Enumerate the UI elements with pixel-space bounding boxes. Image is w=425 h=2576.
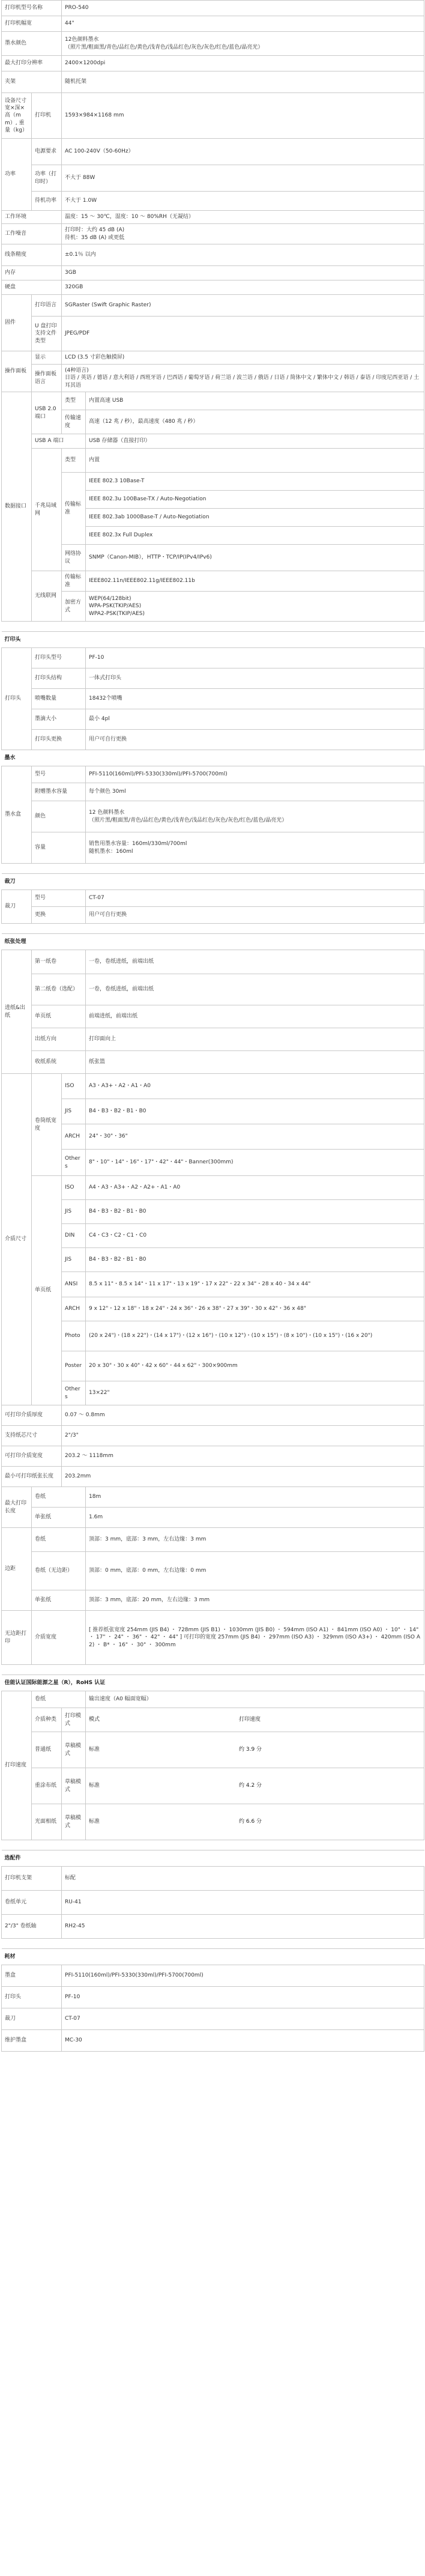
spec-label: 草稿模式: [62, 1732, 86, 1768]
spec-value: CT-07: [62, 2008, 424, 2030]
spec-value: 一体式打印头: [86, 668, 424, 689]
spec-label: 卷筒纸宽度: [32, 1074, 62, 1176]
spec-value: 打印面向上: [86, 1028, 424, 1051]
spec-label: 工作环境: [2, 211, 62, 224]
spec-label: 打印速度: [2, 1691, 32, 1840]
spec-value: 销售用墨水容量：160ml/330ml/700ml 随机墨水：160ml: [86, 832, 424, 864]
spec-label: 维护墨盒: [2, 2030, 62, 2052]
spec-label: 型号: [32, 766, 86, 783]
spec-table: [1, 0, 424, 2052]
spec-row: [2, 1915, 424, 1939]
spec-value: PFI-5110(160ml)/PFI-5330(330ml)/PFI-5700(700ml): [62, 1965, 424, 1987]
spec-label: 容量: [32, 832, 86, 864]
spec-label: 2"/3" 卷纸轴: [2, 1915, 62, 1939]
spec-row: [2, 280, 424, 295]
spec-label: 打印模式: [62, 1708, 86, 1732]
spec-value: 1.6m: [86, 1508, 424, 1528]
spec-label: 光面相纸: [32, 1804, 62, 1840]
spec-value: 9 x 12"・12 x 18"・18 x 24"・24 x 36"・26 x 38"・27 x 39"・30 x 42"・36 x 48": [86, 1297, 424, 1321]
spec-value: ±0.1％ 以内: [62, 244, 424, 266]
spec-row: [2, 1224, 424, 1248]
spec-value: B4・B3・B2・B1・B0: [86, 1099, 424, 1124]
spec-label: 打印机支架: [2, 1867, 62, 1891]
spec-row: [2, 1248, 424, 1272]
spec-label: 出纸方向: [32, 1028, 86, 1051]
spec-row: [2, 592, 424, 622]
spec-label: Photo: [62, 1321, 86, 1351]
spec-value: SNMP（Canon-MIB），HTTP・TCP/IP(IPv4/IPv6): [86, 545, 424, 571]
spec-label: 最大打印分辨率: [2, 56, 62, 71]
spec-value: 高速（12 兆 / 秒），最高速度（480 兆 / 秒）: [86, 410, 424, 434]
spec-label: 可打印介质宽度: [2, 1446, 62, 1467]
spec-label: 可打印介质厚度: [2, 1405, 62, 1426]
spec-value: 前端进纸，前端出纸: [86, 1005, 424, 1028]
spec-row: [2, 1051, 424, 1074]
spec-row: [2, 864, 424, 874]
spec-value: 温度：15 ～ 30℃，湿度：10 ～ 80%RH（无凝结）: [62, 211, 424, 224]
spec-row: [2, 1099, 424, 1124]
section-title: 纸张处理: [2, 934, 424, 950]
spec-row: [2, 317, 424, 351]
spec-row: [2, 1611, 424, 1665]
section-title: 耗材: [2, 1949, 424, 1965]
spec-row: [2, 1124, 424, 1150]
spec-label: 卷纸（无边距）: [32, 1552, 86, 1590]
spec-label: 介质宽度: [32, 1611, 86, 1665]
spec-value: JPEG/PDF: [62, 317, 424, 351]
spec-value: USB 存储器（直接打印）: [86, 434, 424, 449]
spec-label: 打印头结构: [32, 668, 86, 689]
spec-value: 用户可自行更换: [86, 907, 424, 924]
spec-label: 类型: [62, 449, 86, 473]
spec-value: 纸张篮: [86, 1051, 424, 1074]
spec-label: ISO: [62, 1176, 86, 1200]
spec-value: 24"・30"・36": [86, 1124, 424, 1150]
spec-label: 操作面板语言: [32, 365, 62, 392]
spec-row: [2, 648, 424, 668]
spec-label: 型号: [32, 890, 86, 907]
spec-label: ARCH: [62, 1297, 86, 1321]
spec-value: 每个颜色 30ml: [86, 783, 424, 801]
spec-value: PFI-5110(160ml)/PFI-5330(330ml)/PFI-5700(700ml): [86, 766, 424, 783]
spec-row: [2, 1200, 424, 1224]
spec-sheet: [1, 0, 424, 2052]
spec-label: 进纸&出纸: [2, 950, 32, 1074]
spec-row: [2, 1, 424, 16]
spec-row: [2, 1552, 424, 1590]
spec-row: [2, 139, 424, 165]
spec-label: U 盘打印支持文件类型: [32, 317, 62, 351]
spec-label: 无边距打印: [2, 1611, 32, 1665]
spec-row: [2, 1732, 424, 1768]
spec-label: 第一纸卷: [32, 950, 86, 974]
spec-row: [2, 1351, 424, 1381]
spec-row: [2, 1426, 424, 1446]
spec-label: 打印头: [2, 1987, 62, 2008]
spec-label: 传输标准: [62, 473, 86, 545]
spec-row: [2, 1150, 424, 1176]
spec-label: 墨水颜色: [2, 32, 62, 56]
spec-value: 最小 4pl: [86, 709, 424, 730]
spec-row: [2, 1028, 424, 1051]
spec-row: [2, 93, 424, 139]
spec-label: 草稿模式: [62, 1804, 86, 1840]
spec-row: [2, 392, 424, 410]
spec-value: 不大于 1.0W: [62, 192, 424, 211]
spec-value: 标配: [62, 1867, 424, 1891]
spec-row: [2, 244, 424, 266]
spec-label: 待机功率: [32, 192, 62, 211]
spec-value: 3GB: [62, 266, 424, 280]
spec-row: [2, 622, 424, 632]
spec-value: 20 x 30"・30 x 40"・42 x 60"・44 x 62"・300×900mm: [86, 1351, 424, 1381]
spec-value: 8.5 x 11"・8.5 x 14"・11 x 17"・13 x 19"・17 x 22"・22 x 34"・28 x 40・34 x 44": [86, 1272, 424, 1297]
spec-label: 加密方式: [62, 592, 86, 622]
spec-label: 类型: [62, 392, 86, 410]
section-title: 佳能认证国际能源之星（R），RoHS 认证: [2, 1675, 424, 1691]
spec-row: [2, 351, 424, 365]
spec-row: [2, 1939, 424, 1949]
spec-label: 墨水盒: [2, 766, 32, 864]
spec-value: A4・A3・A3+・A2・A2+・A1・A0: [86, 1176, 424, 1200]
spec-row: [2, 295, 424, 317]
spec-label: 卷纸: [32, 1487, 86, 1508]
spec-value: 12色颜料墨水 （照片黑/粗面黑/青色/品红色/黄色/浅青色/浅品红色/灰色/灰色/红色/蓝色/晶亮光）: [62, 32, 424, 56]
spec-row: [2, 668, 424, 689]
spec-value: 0.07 ～ 0.8mm: [62, 1405, 424, 1426]
speed-value: 标准 约 3.9 分: [86, 1732, 424, 1768]
spec-label: Poster: [62, 1351, 86, 1381]
spec-value: B4・B3・B2・B1・B0: [86, 1200, 424, 1224]
spec-row: [2, 1949, 424, 1965]
spec-value: 顶部：3 mm，底部：20 mm，左右边缘：3 mm: [86, 1590, 424, 1611]
spec-row: [2, 32, 424, 56]
spec-label: ANSI: [62, 1272, 86, 1297]
spec-row: [2, 434, 424, 449]
spec-label: 最小可打印纸张长度: [2, 1467, 62, 1487]
spec-row: [2, 1675, 424, 1691]
spec-row: [2, 1891, 424, 1915]
spec-label: 打印机型号名称: [2, 1, 62, 16]
spec-row: [2, 1321, 424, 1351]
spec-label: 硬盘: [2, 280, 62, 295]
spec-value: IEEE 802.3ab 1000Base-T / Auto-Negotiation: [86, 509, 424, 527]
spec-row: [2, 890, 424, 907]
spec-row: [2, 2030, 424, 2052]
spec-value: PF-10: [62, 1987, 424, 2008]
spec-label: 最大打印长度: [2, 1487, 32, 1528]
spec-row: [2, 1381, 424, 1405]
spec-row: [2, 545, 424, 571]
spec-row: [2, 1768, 424, 1804]
spec-value: WEP(64/128bit) WPA-PSK(TKIP/AES) WPA2-PSK(TKIP/AES): [86, 592, 424, 622]
spec-value: 一卷，卷纸进纸，前端出纸: [86, 950, 424, 974]
spec-label: ARCH: [62, 1124, 86, 1150]
spec-label: JIS: [62, 1099, 86, 1124]
spec-value: 8"・10"・14"・16"・17"・42"・44"・Banner(300mm): [86, 1150, 424, 1176]
spec-label: 打印语言: [32, 295, 62, 317]
spec-value: RH2-45: [62, 1915, 424, 1939]
spec-label: ISO: [62, 1074, 86, 1099]
spec-row: [2, 783, 424, 801]
spec-value: LCD (3.5 寸彩色触摸屏): [62, 351, 424, 365]
spec-value: 用户可自行更换: [86, 730, 424, 750]
spec-row: [2, 1965, 424, 1987]
spec-label: DIN: [62, 1224, 86, 1248]
spec-value: 顶部：0 mm，底部：0 mm，左右边缘：0 mm: [86, 1552, 424, 1590]
spec-label: 收纸系统: [32, 1051, 86, 1074]
spec-label: 打印机: [32, 93, 62, 139]
spec-row: [2, 1508, 424, 1528]
spec-value: 输出速度（A0 幅面宽幅）: [86, 1691, 424, 1708]
spec-row: [2, 1987, 424, 2008]
spec-row: [2, 1850, 424, 1867]
spec-label: 介质种类: [32, 1708, 62, 1732]
spec-row: [2, 907, 424, 924]
spec-label: 卷纸: [32, 1528, 86, 1552]
spec-label: 打印头型号: [32, 648, 86, 668]
spec-label: 边距: [2, 1528, 32, 1611]
spec-row: [2, 2008, 424, 2030]
spec-label: 普通纸: [32, 1732, 62, 1768]
spec-label: 单页纸: [32, 1005, 86, 1028]
spacer: [2, 864, 424, 874]
spec-label: 固件: [2, 295, 32, 351]
spec-row: [2, 165, 424, 192]
spec-label: 裁刀: [2, 890, 32, 924]
spec-value: PF-10: [86, 648, 424, 668]
spec-row: [2, 730, 424, 750]
spec-value: (20 x 24")・(18 x 22")・(14 x 17")・(12 x 16")・(10 x 12")・(10 x 15")・(8 x 10")・(10 x 15")・(16 x 20"): [86, 1321, 424, 1351]
spec-row: [2, 449, 424, 473]
spec-label: 卷纸: [32, 1691, 86, 1708]
spec-row: [2, 1176, 424, 1200]
spec-row: [2, 1467, 424, 1487]
spacer: [2, 622, 424, 632]
spec-row: [2, 71, 424, 93]
spec-label: 网络协议: [62, 545, 86, 571]
spec-value: 2400×1200dpi: [62, 56, 424, 71]
spec-value: 320GB: [62, 280, 424, 295]
spec-label: JIS: [62, 1248, 86, 1272]
spec-row: [2, 950, 424, 974]
spec-label: 电源要求: [32, 139, 62, 165]
spec-row: [2, 1691, 424, 1708]
spec-value: 18432个喷嘴: [86, 689, 424, 709]
speed-value: 标准 约 6.6 分: [86, 1804, 424, 1840]
spec-row: [2, 1867, 424, 1891]
spec-label: 功率: [2, 139, 32, 211]
spacer: [2, 1939, 424, 1949]
spec-value: [ 推荐纸张宽度 254mm (JIS B4) ・ 728mm (JIS B1) ・ 1030mm (JIS B0) ・ 594mm (ISO A1) ・ 841mm (ISO A0) ・ 10" ・ 14" ・ 17" ・ 24" ・ 36" ・ 42" ・ 44" ] 可打印的宽度 257mm (JIS B4) ・ 297mm (ISO A3) ・ 329mm (ISO A3+) ・ 420mm (ISO A2) ・ B* ・ 16" ・ 30" ・ 300mm: [86, 1611, 424, 1665]
spec-value: MC-30: [62, 2030, 424, 2052]
spec-row: [2, 1005, 424, 1028]
spec-label: 设备尺寸 宽×深×高（mm）, 重量（kg）: [2, 93, 32, 139]
spec-row: [2, 16, 424, 32]
spec-value: (4种语言) 日语 / 英语 / 德语 / 意大利语 / 西班牙语 / 巴西语 / 葡萄牙语 / 荷兰语 / 波兰语 / 俄语 / 日语 / 简体中文 / 繁体中文 / 韩语 / 泰语 / 印度尼西亚语 / 土耳其语: [62, 365, 424, 392]
spec-row: [2, 934, 424, 950]
spec-row: [2, 1074, 424, 1099]
spacer: [2, 924, 424, 934]
spec-label: 打印头更换: [32, 730, 86, 750]
spec-value: 203.2 ～ 1118mm: [62, 1446, 424, 1467]
spec-value: IEEE802.11n/IEEE802.11g/IEEE802.11b: [86, 571, 424, 592]
section-title: 墨水: [2, 750, 424, 766]
spec-row: [2, 192, 424, 211]
spec-value: 打印时：大约 45 dB (A) 待机：35 dB (A) 或更低: [62, 224, 424, 244]
spec-label: 打印机幅宽: [2, 16, 62, 32]
section-title: 选配件: [2, 1850, 424, 1867]
spec-row: [2, 1804, 424, 1840]
spec-label: 功率（打印时）: [32, 165, 62, 192]
spec-value: CT-07: [86, 890, 424, 907]
spec-row: [2, 1297, 424, 1321]
spec-label: 裁刀: [2, 2008, 62, 2030]
spec-value: 203.2mm: [62, 1467, 424, 1487]
spec-row: [2, 874, 424, 890]
spec-label: 打印头: [2, 648, 32, 750]
spec-label: 工作噪音: [2, 224, 62, 244]
section-title: 裁刀: [2, 874, 424, 890]
spec-row: [2, 56, 424, 71]
spec-value: C4・C3・C2・C1・C0: [86, 1224, 424, 1248]
spacer: [2, 1665, 424, 1675]
spec-row: [2, 473, 424, 491]
spec-row: [2, 1272, 424, 1297]
spec-value: 44": [62, 16, 424, 32]
spec-value: 内置: [86, 449, 424, 473]
spec-value: RU-41: [62, 1891, 424, 1915]
spec-row: [2, 1446, 424, 1467]
spec-row: [2, 224, 424, 244]
spec-value: 2"/3": [62, 1426, 424, 1446]
spec-label: 介质尺寸: [2, 1074, 32, 1405]
spec-label: 传输标准: [62, 571, 86, 592]
spec-label: 颜色: [32, 801, 86, 832]
spec-row: [2, 801, 424, 832]
spec-label: 墨盒: [2, 1965, 62, 1987]
spec-label: 卷纸单元: [2, 1891, 62, 1915]
spec-label: 墨滴大小: [32, 709, 86, 730]
spec-label: 单张纸: [32, 1590, 86, 1611]
spec-value: IEEE 802.3u 100Base-TX / Auto-Negotiation: [86, 491, 424, 509]
spec-value: 1593×984×1168 mm: [62, 93, 424, 139]
spec-label: Others: [62, 1150, 86, 1176]
spec-row: [2, 1665, 424, 1675]
spec-row: [2, 1405, 424, 1426]
speed-header: 模式 打印速度: [86, 1708, 424, 1732]
spec-value: 顶部：3 mm，底部：3 mm，左右边缘：3 mm: [86, 1528, 424, 1552]
spec-label: 喷嘴数量: [32, 689, 86, 709]
spec-label: JIS: [62, 1200, 86, 1224]
spec-value: 18m: [86, 1487, 424, 1508]
spec-label: 无线联网: [32, 571, 62, 622]
spec-label: 操作面板: [2, 351, 32, 392]
spec-value: SGRaster (Swift Graphic Raster): [62, 295, 424, 317]
spec-label: 传输速度: [62, 410, 86, 434]
spec-row: [2, 1590, 424, 1611]
spec-row: [2, 974, 424, 1005]
spec-value: 随机托架: [62, 71, 424, 93]
spec-label: 千兆局域网: [32, 449, 62, 571]
spec-row: [2, 1708, 424, 1732]
spec-row: [2, 924, 424, 934]
spec-row: [2, 1528, 424, 1552]
spec-label: 更换: [32, 907, 86, 924]
spec-label: 内存: [2, 266, 62, 280]
spec-value: 不大于 88W: [62, 165, 424, 192]
spec-label: 线条精度: [2, 244, 62, 266]
spec-label: USB 2.0 端口: [32, 392, 62, 434]
spec-row: [2, 832, 424, 864]
spec-value: 13×22": [86, 1381, 424, 1405]
spec-row: [2, 689, 424, 709]
spec-row: [2, 632, 424, 648]
spec-row: [2, 750, 424, 766]
spec-label: 支持纸芯尺寸: [2, 1426, 62, 1446]
spec-value: IEEE 802.3 10Base-T: [86, 473, 424, 491]
spacer: [2, 1840, 424, 1850]
spec-label: 附赠墨水容量: [32, 783, 86, 801]
spec-label: 数据接口: [2, 392, 32, 622]
spec-label: 单页纸: [32, 1176, 62, 1405]
spec-value: 12 色颜料墨水 （照片黑/粗面黑/青色/品红色/黄色/浅青色/浅品红色/灰色/灰色/红色/蓝色/晶亮光）: [86, 801, 424, 832]
spec-label: 草稿模式: [62, 1768, 86, 1804]
spec-row: [2, 766, 424, 783]
spec-row: [2, 211, 424, 224]
spec-value: IEEE 802.3x Full Duplex: [86, 527, 424, 545]
speed-value: 标准 约 4.2 分: [86, 1768, 424, 1804]
spec-label: USB A 端口: [32, 434, 86, 449]
spec-label: 显示: [32, 351, 62, 365]
spec-row: [2, 1487, 424, 1508]
spec-row: [2, 1840, 424, 1850]
spec-row: [2, 410, 424, 434]
spec-value: 一卷，卷纸进纸，前端出纸: [86, 974, 424, 1005]
section-title: 打印头: [2, 632, 424, 648]
spec-label: 重涂布纸: [32, 1768, 62, 1804]
spec-row: [2, 571, 424, 592]
spec-row: [2, 709, 424, 730]
spec-value: PRO-540: [62, 1, 424, 16]
spec-value: A3・A3+・A2・A1・A0: [86, 1074, 424, 1099]
spec-label: Others: [62, 1381, 86, 1405]
spec-row: [2, 365, 424, 392]
spec-label: 夹架: [2, 71, 62, 93]
spec-label: 单张纸: [32, 1508, 86, 1528]
spec-row: [2, 266, 424, 280]
spec-label: 第二纸卷（选配）: [32, 974, 86, 1005]
spec-value: AC 100-240V（50-60Hz）: [62, 139, 424, 165]
spec-value: B4・B3・B2・B1・B0: [86, 1248, 424, 1272]
spec-value: 内置高速 USB: [86, 392, 424, 410]
